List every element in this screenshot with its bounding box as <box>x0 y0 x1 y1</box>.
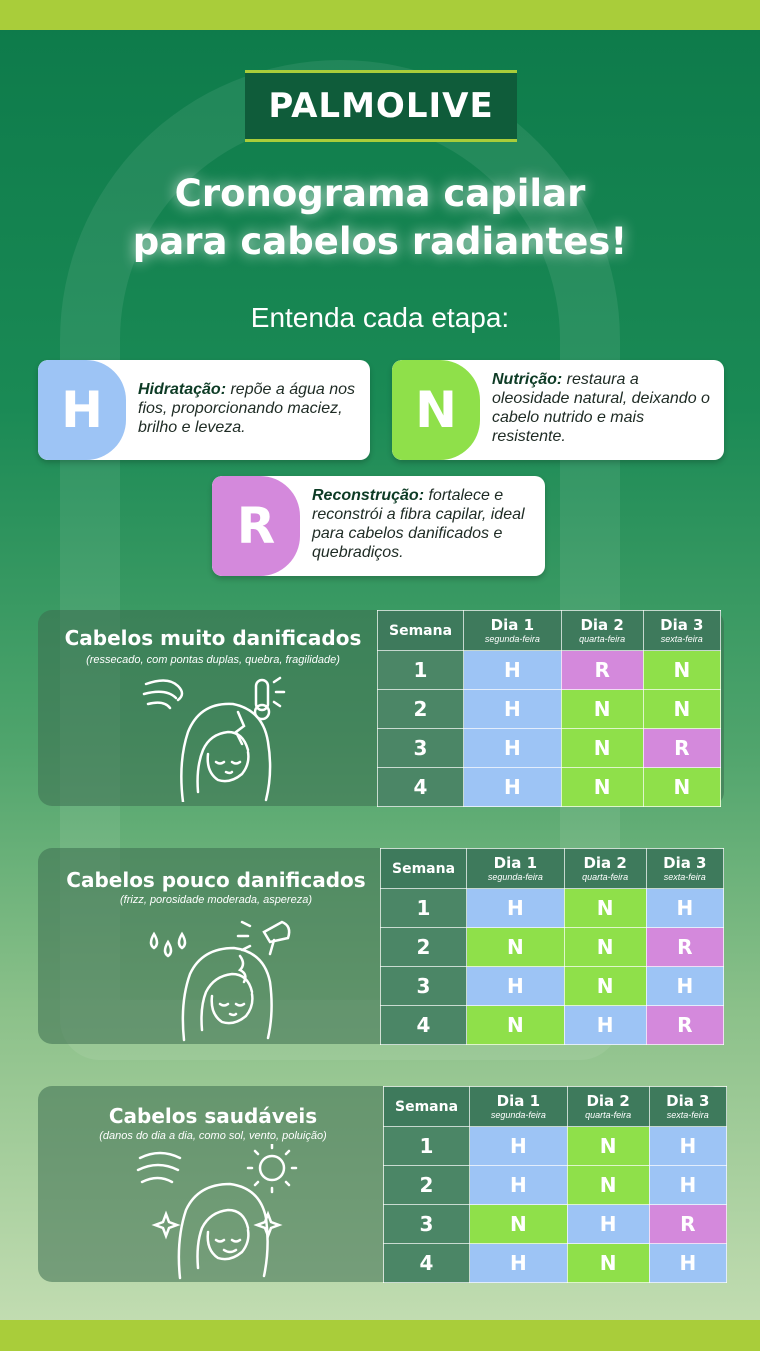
brand-name: PALMOLIVE <box>268 86 494 126</box>
table-row <box>384 1127 727 1166</box>
treatment-cell: N <box>561 690 643 729</box>
week-number: 3 <box>384 1205 470 1244</box>
title-line-1: Cronograma capilar <box>174 172 586 215</box>
treatment-cell: N <box>564 967 646 1006</box>
treatment-cell: N <box>470 1205 568 1244</box>
schedule-table <box>377 610 721 807</box>
header-day-1 <box>467 849 565 889</box>
step-name: Reconstrução: <box>312 487 425 504</box>
section-title: Cabelos pouco danificados <box>66 868 366 892</box>
treatment-cell: N <box>564 928 646 967</box>
page-subtitle: Entenda cada etapa: <box>250 302 510 333</box>
treatment-cell: N <box>567 1127 649 1166</box>
treatment-cell: N <box>567 1166 649 1205</box>
table-row <box>378 690 721 729</box>
step-text: fortalece e reconstrói a fibra capilar, ideal para cabelos danificados e quebradiços. <box>312 487 525 561</box>
step-name: Nutrição: <box>492 371 563 388</box>
header-semana: Semana <box>384 1087 470 1127</box>
treatment-cell: H <box>646 889 723 928</box>
treatment-cell: H <box>467 889 565 928</box>
day-label: Dia 2 <box>580 616 624 634</box>
weekday-label: segunda-feira <box>487 872 543 882</box>
step-text: repõe a água nos fios, proporcionando maciez, brilho e leveza. <box>138 381 356 436</box>
header-semana: Semana <box>381 849 467 889</box>
treatment-cell: N <box>567 1244 649 1283</box>
treatment-cell: H <box>649 1127 726 1166</box>
treatment-cell: H <box>470 1127 568 1166</box>
top-accent-bar <box>0 0 760 30</box>
treatment-cell: H <box>470 1166 568 1205</box>
header-day-2 <box>561 611 643 651</box>
treatment-cell: H <box>646 967 723 1006</box>
weekday-label: quarta-feira <box>585 1110 632 1120</box>
section-pouco-danificados <box>38 848 724 1044</box>
header-semana: Semana <box>378 611 464 651</box>
letter-badge-n: N <box>392 360 480 460</box>
card-description <box>300 476 545 576</box>
title-line-2: para cabelos radiantes! <box>132 220 628 263</box>
card-description <box>480 360 724 460</box>
header-day-2 <box>564 849 646 889</box>
weekday-label: segunda-feira <box>484 634 540 644</box>
day-label: Dia 2 <box>586 1092 630 1110</box>
treatment-cell: R <box>646 928 723 967</box>
treatment-cell: H <box>649 1244 726 1283</box>
table-row <box>378 729 721 768</box>
treatment-cell: R <box>649 1205 726 1244</box>
week-number: 3 <box>378 729 464 768</box>
weekday-label: sexta-feira <box>663 872 706 882</box>
treatment-cell: R <box>643 729 720 768</box>
treatment-cell: H <box>467 967 565 1006</box>
day-label: Dia 1 <box>490 616 535 634</box>
header-day-2 <box>567 1087 649 1127</box>
brand-logo <box>245 70 517 142</box>
treatment-cell: N <box>561 729 643 768</box>
header-day-3 <box>646 849 723 889</box>
step-text: restaura a oleosidade natural, deixando o cabelo nutrido e mais resistente. <box>492 371 710 445</box>
header-day-1 <box>464 611 562 651</box>
table-row <box>381 889 724 928</box>
healthy-hair-woman-icon <box>136 1144 306 1280</box>
week-number: 4 <box>381 1006 467 1045</box>
week-number: 4 <box>378 768 464 807</box>
treatment-cell: H <box>567 1205 649 1244</box>
step-name: Hidratação: <box>138 381 227 398</box>
bottom-accent-bar <box>0 1320 760 1351</box>
schedule-table <box>383 1086 727 1283</box>
letter-badge-r: R <box>212 476 300 576</box>
card-reconstrucao <box>212 476 545 576</box>
letter-badge-h: H <box>38 360 126 460</box>
week-number: 3 <box>381 967 467 1006</box>
table-row <box>381 1006 724 1045</box>
treatment-cell: N <box>643 768 720 807</box>
weekday-label: sexta-feira <box>666 1110 709 1120</box>
day-label: Dia 3 <box>660 616 704 634</box>
treatment-cell: N <box>561 768 643 807</box>
table-row <box>378 768 721 807</box>
table-row <box>381 967 724 1006</box>
table-row <box>384 1205 727 1244</box>
damaged-hair-woman-icon <box>138 672 288 802</box>
section-title: Cabelos saudáveis <box>108 1104 318 1128</box>
weekday-label: quarta-feira <box>582 872 629 882</box>
treatment-cell: N <box>643 651 720 690</box>
treatment-cell: R <box>561 651 643 690</box>
week-number: 2 <box>378 690 464 729</box>
day-label: Dia 1 <box>493 854 538 872</box>
day-label: Dia 1 <box>496 1092 541 1110</box>
table-row <box>378 651 721 690</box>
section-saudaveis <box>38 1086 724 1282</box>
page-title <box>0 170 760 266</box>
treatment-cell: H <box>464 651 562 690</box>
week-number: 4 <box>384 1244 470 1283</box>
table-row <box>384 1244 727 1283</box>
week-number: 2 <box>381 928 467 967</box>
week-number: 1 <box>381 889 467 928</box>
day-label: Dia 3 <box>666 1092 710 1110</box>
treatment-cell: H <box>464 729 562 768</box>
table-row <box>384 1166 727 1205</box>
treatment-cell: N <box>643 690 720 729</box>
section-title: Cabelos muito danificados <box>64 626 362 650</box>
card-description <box>126 360 370 460</box>
treatment-cell: H <box>649 1166 726 1205</box>
treatment-cell: H <box>470 1244 568 1283</box>
table-row <box>381 928 724 967</box>
treatment-cell: R <box>646 1006 723 1045</box>
section-subtitle: (frizz, porosidade moderada, aspereza) <box>120 894 312 906</box>
week-number: 1 <box>384 1127 470 1166</box>
card-nutricao <box>392 360 724 460</box>
header-day-1 <box>470 1087 568 1127</box>
section-subtitle: (danos do dia a dia, como sol, vento, poluição) <box>99 1130 327 1142</box>
week-number: 2 <box>384 1166 470 1205</box>
schedule-table <box>380 848 724 1045</box>
section-subtitle: (ressecado, com pontas duplas, quebra, fragilidade) <box>86 654 340 666</box>
treatment-cell: H <box>464 768 562 807</box>
header-day-3 <box>649 1087 726 1127</box>
header-day-3 <box>643 611 720 651</box>
section-muito-danificados <box>38 610 724 806</box>
treatment-cell: H <box>564 1006 646 1045</box>
weekday-label: quarta-feira <box>579 634 626 644</box>
treatment-cell: N <box>467 1006 565 1045</box>
treatment-cell: N <box>467 928 565 967</box>
card-hidratacao <box>38 360 370 460</box>
day-label: Dia 3 <box>663 854 707 872</box>
treatment-cell: H <box>464 690 562 729</box>
frizz-hair-woman-icon <box>144 912 314 1042</box>
week-number: 1 <box>378 651 464 690</box>
weekday-label: sexta-feira <box>660 634 703 644</box>
weekday-label: segunda-feira <box>490 1110 546 1120</box>
day-label: Dia 2 <box>583 854 627 872</box>
treatment-cell: N <box>564 889 646 928</box>
